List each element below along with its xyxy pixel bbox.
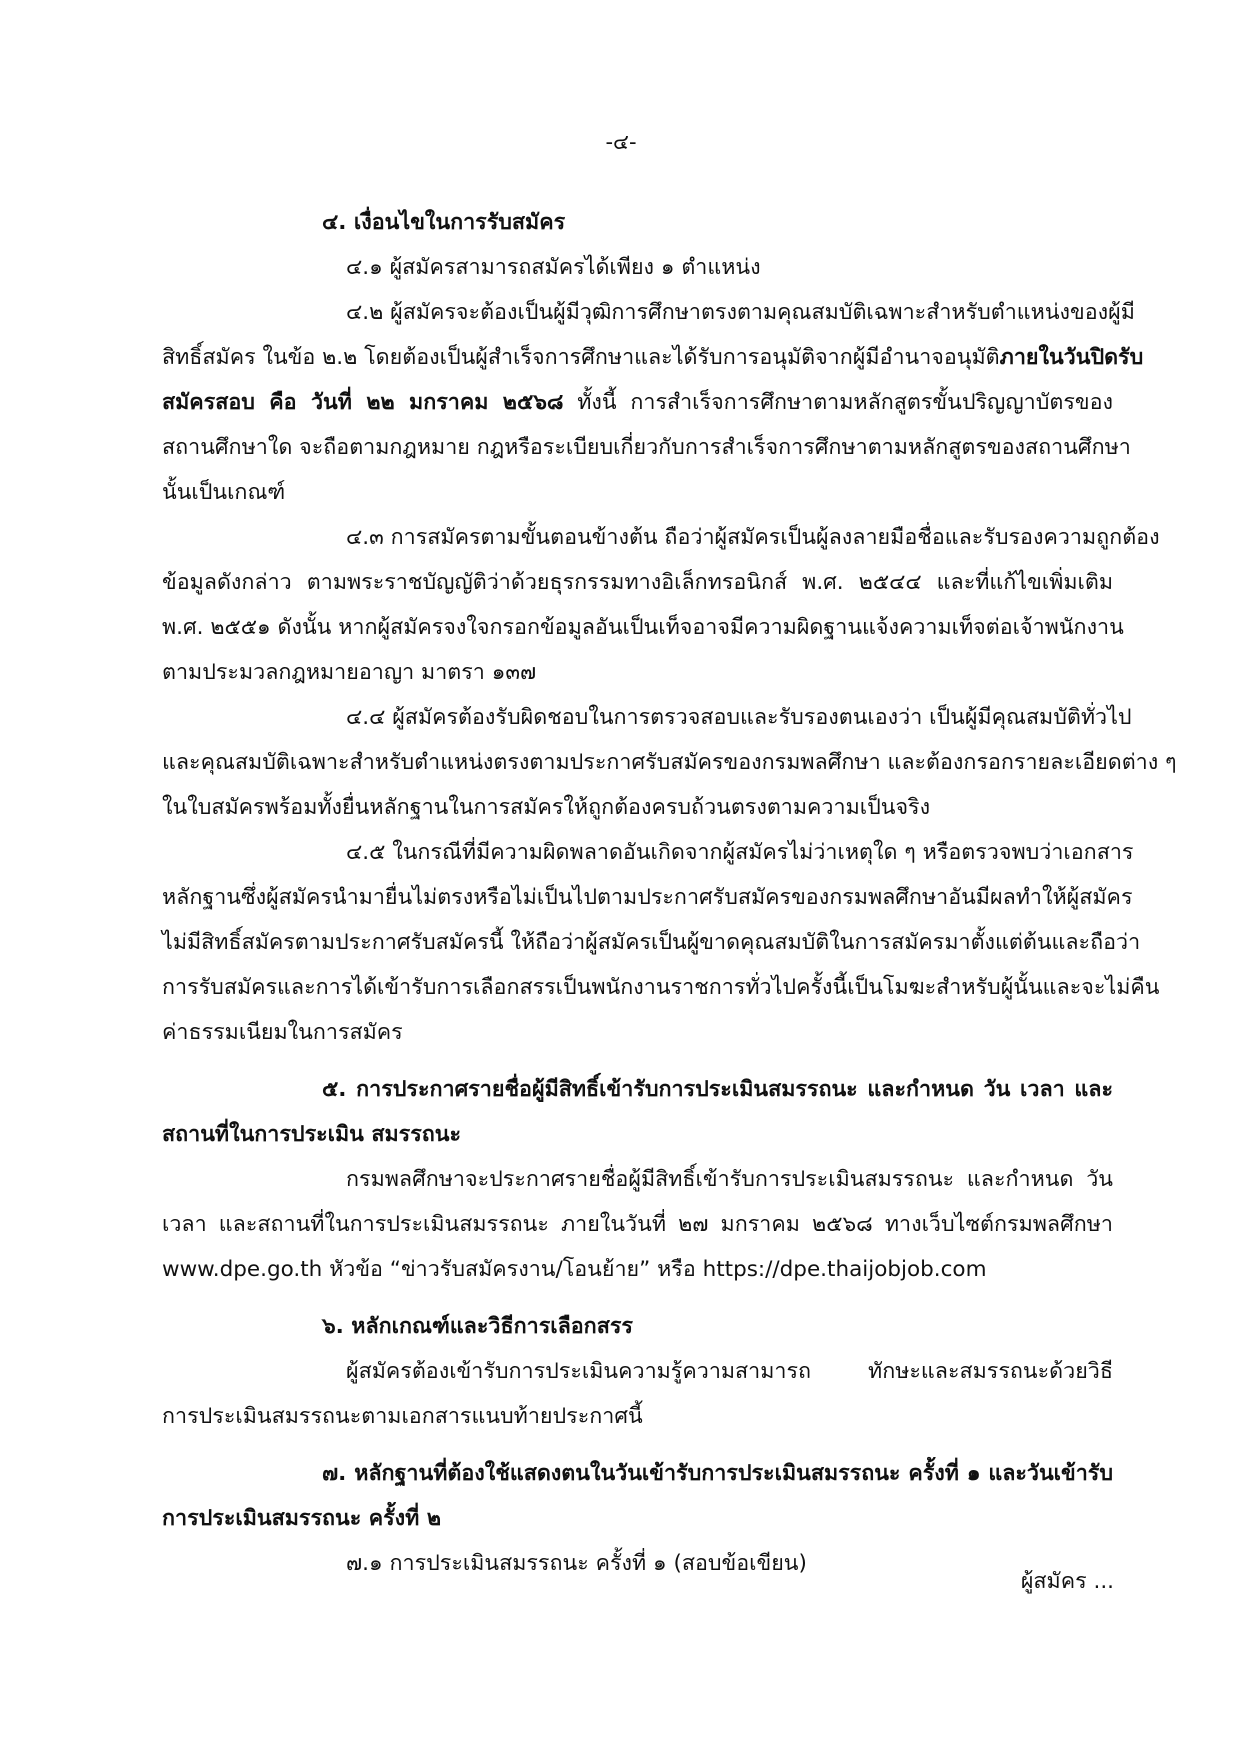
clause-4-2-line-1: ๔.๒ ผู้สมัครจะต้องเป็นผู้มีวุฒิการศึกษาตรงตามคุณสมบัติเฉพาะสำหรับตำแหน่งของผู้มี [346, 300, 1135, 325]
clause-4-3-line-3: พ.ศ. ๒๕๕๑ ดังนั้น หากผู้สมัครจงใจกรอกข้อมูลอันเป็นเท็จอาจมีความผิดฐานแจ้งความเท็จต่อเจ้าพนักงาน [162, 615, 1124, 640]
clause-4-2-line-2-text: สิทธิ์สมัคร ในข้อ ๒.๒ โดยต้องเป็นผู้สำเร็จการศึกษาและได้รับการอนุมัติจากผู้มีอำนาจอนุมัติ [162, 345, 1000, 370]
clause-4-4-line-3: ในใบสมัครพร้อมทั้งยื่นหลักฐานในการสมัครให้ถูกต้องครบถ้วนตรงตามความเป็นจริง [162, 795, 931, 820]
clause-4-3-line-2: ข้อมูลดังกล่าว ตามพระราชบัญญัติว่าด้วยธุรกรรมทางอิเล็กทรอนิกส์ พ.ศ. ๒๕๔๔ และที่แก้ไขเพิ่มเติม [162, 570, 1113, 595]
clause-4-2-emphasis-1: ภายในวันปิดรับ [999, 345, 1144, 370]
section-7-heading-line-2: การประเมินสมรรถนะ ครั้งที่ ๒ [162, 1506, 441, 1531]
clause-4-1: ๔.๑ ผู้สมัครสามารถสมัครได้เพียง ๑ ตำแหน่ง [346, 255, 761, 280]
section-6-heading: ๖. หลักเกณฑ์และวิธีการเลือกสรร [322, 1314, 633, 1339]
continuation-marker: ผู้สมัคร ... [1020, 1569, 1114, 1594]
section-5-line-3: www.dpe.go.th หัวข้อ “ข่าวรับสมัครงาน/โอนย้าย” หรือ https://dpe.thaijobjob.com [162, 1257, 987, 1282]
clause-4-2-emphasis-2: สมัครสอบ คือ วันที่ ๒๒ มกราคม ๒๕๖๘ [162, 390, 564, 415]
clause-4-4-line-2: และคุณสมบัติเฉพาะสำหรับตำแหน่งตรงตามประกาศรับสมัครของกรมพลศึกษา และต้องกรอกรายละเอียดต่าง ๆ [162, 750, 1177, 775]
clause-4-2-line-5: นั้นเป็นเกณฑ์ [162, 480, 286, 505]
clause-4-3-line-1: ๔.๓ การสมัครตามขั้นตอนข้างต้น ถือว่าผู้สมัครเป็นผู้ลงลายมือชื่อและรับรองความถูกต้อง [346, 525, 1160, 550]
section-5-heading-line-1: ๕. การประกาศรายชื่อผู้มีสิทธิ์เข้ารับการประเมินสมรรถนะ และกำหนด วัน เวลา และ [322, 1077, 1113, 1102]
clause-4-2-line-3-text: ทั้งนี้ การสำเร็จการศึกษาตามหลักสูตรขั้นปริญญาบัตรของ [563, 390, 1113, 415]
section-7-heading-line-1: ๗. หลักฐานที่ต้องใช้แสดงตนในวันเข้ารับการประเมินสมรรถนะ ครั้งที่ ๑ และวันเข้ารับ [322, 1461, 1113, 1486]
clause-4-5-line-5: ค่าธรรมเนียมในการสมัคร [162, 1020, 403, 1045]
page-number: -๔- [605, 130, 637, 154]
clause-4-2-line-2 [162, 335, 1144, 380]
clause-4-3-line-4: ตามประมวลกฎหมายอาญา มาตรา ๑๓๗ [162, 660, 537, 685]
section-spacer [162, 1439, 1113, 1451]
clause-7-1: ๗.๑ การประเมินสมรรถนะ ครั้งที่ ๑ (สอบข้อเขียน) [346, 1551, 807, 1576]
section-spacer [162, 1055, 1113, 1067]
section-5-heading-line-2: สถานที่ในการประเมิน สมรรถนะ [162, 1122, 462, 1147]
clause-4-4-line-1: ๔.๔ ผู้สมัครต้องรับผิดชอบในการตรวจสอบและรับรองตนเองว่า เป็นผู้มีคุณสมบัติทั่วไป [346, 705, 1132, 730]
section-4-heading: ๔. เงื่อนไขในการรับสมัคร [322, 210, 566, 235]
section-5-line-2: เวลา และสถานที่ในการประเมินสมรรถนะ ภายในวันที่ ๒๗ มกราคม ๒๕๖๘ ทางเว็บไซต์กรมพลศึกษา [162, 1212, 1113, 1237]
clause-4-5-line-1: ๔.๕ ในกรณีที่มีความผิดพลาดอันเกิดจากผู้สมัครไม่ว่าเหตุใด ๆ หรือตรวจพบว่าเอกสาร [346, 840, 1134, 865]
clause-4-2-line-3 [162, 380, 1113, 425]
clause-4-5-line-2: หลักฐานซึ่งผู้สมัครนำมายื่นไม่ตรงหรือไม่เป็นไปตามประกาศรับสมัครของกรมพลศึกษาอันมีผลทำให้ผู้สมัคร [162, 885, 1133, 910]
clause-4-5-line-3: ไม่มีสิทธิ์สมัครตามประกาศรับสมัครนี้ ให้ถือว่าผู้สมัครเป็นผู้ขาดคุณสมบัติในการสมัครมาตั้งแต่ต้นและถือว่า [162, 930, 1141, 955]
clause-4-2-line-4: สถานศึกษาใด จะถือตามกฎหมาย กฎหรือระเบียบเกี่ยวกับการสำเร็จการศึกษาตามหลักสูตรของสถานศึกษา [162, 435, 1131, 460]
section-5-line-1: กรมพลศึกษาจะประกาศรายชื่อผู้มีสิทธิ์เข้ารับการประเมินสมรรถนะ และกำหนด วัน [346, 1167, 1113, 1192]
section-6-line-1: ผู้สมัครต้องเข้ารับการประเมินความรู้ความสามารถ ทักษะและสมรรถนะด้วยวิธี [346, 1359, 1113, 1384]
document-body [162, 200, 1177, 1586]
clause-4-5-line-4: การรับสมัครและการได้เข้ารับการเลือกสรรเป็นพนักงานราชการทั่วไปครั้งนี้เป็นโมฆะสำหรับผู้นั้นและจะไม่คืน [162, 975, 1160, 1000]
section-spacer [162, 1292, 1113, 1304]
section-6-line-2: การประเมินสมรรถนะตามเอกสารแนบท้ายประกาศนี้ [162, 1404, 643, 1429]
